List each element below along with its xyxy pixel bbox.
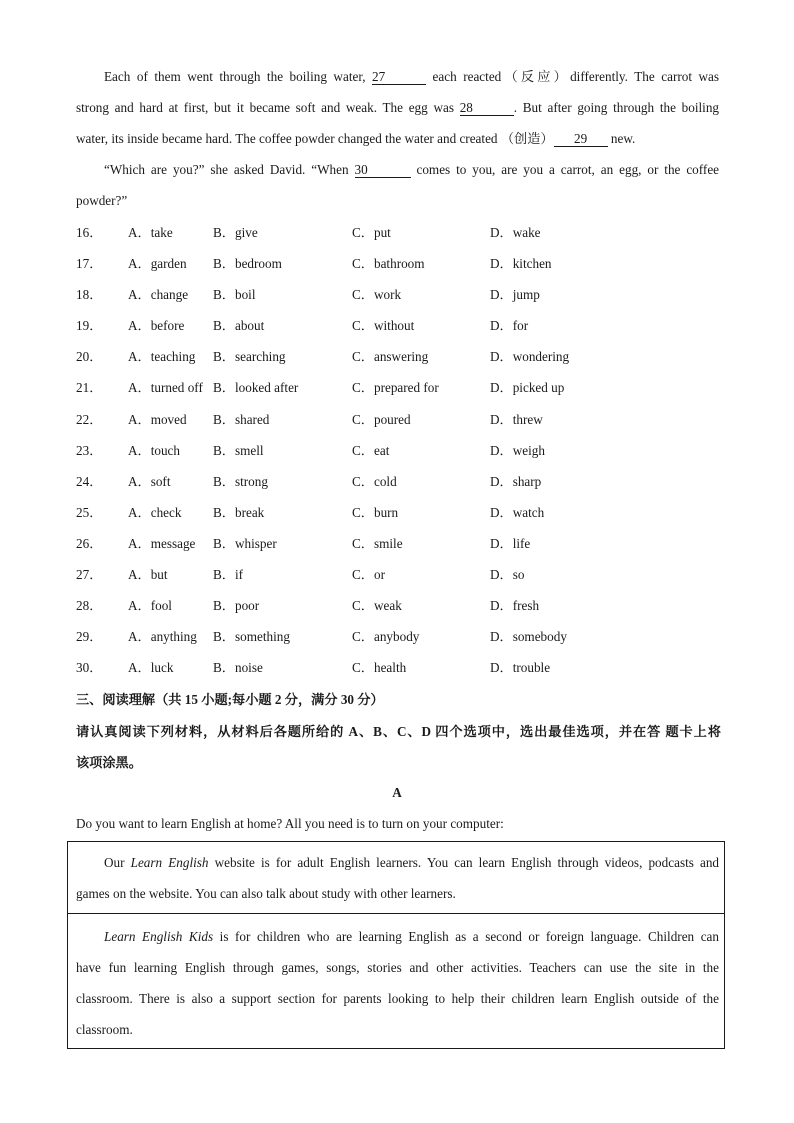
option-b: B．noise <box>213 660 263 676</box>
option-b: B．searching <box>213 349 286 365</box>
passage-intro: Do you want to learn English at home? All you need is to turn on your computer: <box>76 816 504 831</box>
option-c: C．work <box>352 287 402 303</box>
option-row <box>76 404 726 435</box>
option-a: A．moved <box>128 411 187 427</box>
option-d: D．watch <box>490 504 545 520</box>
instruction-line-1: 请认真阅读下列材料，从材料后各题所给的 A、B、C、D 四个选项中，选出最佳选项，并在答 题卡上将 <box>76 724 721 739</box>
question-number: 21． <box>76 380 103 396</box>
learn-english-kids-paragraph <box>76 921 719 1045</box>
question-number: 20． <box>76 349 103 365</box>
passage-line-2: strong and hard at first, but it became soft and weak. The egg was 28 . But after going through the boiling <box>76 100 720 115</box>
option-c: C．anybody <box>352 629 420 645</box>
box-divider <box>68 913 724 914</box>
option-row <box>76 621 726 652</box>
option-b: B．looked after <box>213 380 299 396</box>
option-d: D．trouble <box>490 660 551 676</box>
option-c: C．cold <box>352 473 397 489</box>
option-b: B．boil <box>213 287 256 303</box>
option-c: C．eat <box>352 442 390 458</box>
option-b: B．shared <box>213 411 270 427</box>
option-a: A．soft <box>128 473 171 489</box>
option-a: A．turned off <box>128 380 203 396</box>
blank-27: 27 <box>372 69 426 85</box>
blank-29: 29 <box>554 131 608 147</box>
option-d: D．for <box>490 318 529 334</box>
section-instruction <box>76 716 721 778</box>
option-row <box>76 497 726 528</box>
question-number: 16． <box>76 225 103 240</box>
option-d: D．wake <box>490 225 541 240</box>
website-info-box <box>67 841 725 1049</box>
option-row <box>76 559 726 590</box>
passage-line-3: water, its inside became hard. The coffee powder changed the water and created （创造） 29 new. <box>76 131 636 146</box>
option-d: D．weigh <box>490 442 545 458</box>
option-b: B．if <box>213 567 244 583</box>
option-b: B．break <box>213 504 265 520</box>
passage-line-4: “Which are you?” she asked David. “When 30 comes to you, are you a carrot, an egg, or the coffee <box>104 162 720 177</box>
question-number: 19． <box>76 318 103 334</box>
blank-30: 30 <box>355 162 411 178</box>
option-b: B．about <box>213 318 265 334</box>
option-b: B．something <box>213 629 290 645</box>
option-row <box>76 652 726 683</box>
option-d: D．sharp <box>490 473 542 489</box>
option-a: A．anything <box>128 629 197 645</box>
option-c: C．put <box>352 225 391 240</box>
blank-28: 28 <box>460 100 514 116</box>
instruction-line-2: 该项涂黑。 <box>76 755 142 770</box>
option-row <box>76 528 726 559</box>
question-number: 28． <box>76 598 103 614</box>
part-label: A <box>392 785 402 800</box>
question-number: 24． <box>76 473 103 489</box>
option-d: D．wondering <box>490 349 570 365</box>
option-a: A．luck <box>128 660 174 676</box>
option-a: A．check <box>128 504 182 520</box>
learn-english-kids-title: Learn English Kids <box>104 929 214 944</box>
option-a: A．teaching <box>128 349 196 365</box>
question-number: 26． <box>76 535 103 551</box>
passage-line-5: powder?” <box>76 193 128 208</box>
learn-english-title: Learn English <box>130 855 209 870</box>
option-b: B．bedroom <box>213 256 282 272</box>
option-d: D．so <box>490 567 525 583</box>
option-row <box>76 590 726 621</box>
option-c: C．health <box>352 660 407 676</box>
option-a: A．message <box>128 535 196 551</box>
option-d: D．fresh <box>490 598 540 614</box>
option-row <box>76 279 726 310</box>
option-b: B．poor <box>213 598 260 614</box>
option-d: D．threw <box>490 411 543 427</box>
question-number: 30． <box>76 660 103 676</box>
option-c: C．burn <box>352 504 399 520</box>
option-d: D．life <box>490 535 531 551</box>
cloze-passage <box>76 61 719 216</box>
option-a: A．garden <box>128 256 187 272</box>
question-number: 27． <box>76 567 103 583</box>
option-row <box>76 248 726 279</box>
option-c: C．prepared for <box>352 380 439 396</box>
option-c: C．or <box>352 567 385 583</box>
option-c: C．without <box>352 318 415 334</box>
question-number: 17． <box>76 256 103 272</box>
option-row <box>76 372 726 403</box>
option-row <box>76 310 726 341</box>
option-row <box>76 341 726 372</box>
option-b: B．strong <box>213 473 268 489</box>
option-c: C．smile <box>352 535 403 551</box>
option-b: B．smell <box>213 442 264 458</box>
question-number: 18． <box>76 287 103 303</box>
box-p2-line-2: have fun learning English through games, songs, stories and other activities. Teachers can use the site in the <box>76 960 719 975</box>
option-c: C．poured <box>352 411 411 427</box>
question-number: 29． <box>76 629 103 645</box>
option-c: C．answering <box>352 349 429 365</box>
option-d: D．picked up <box>490 380 565 396</box>
box-p1-line-2: games on the website. You can also talk about study with other learners. <box>76 886 456 901</box>
option-row <box>76 217 726 248</box>
option-d: D．kitchen <box>490 256 552 272</box>
option-a: A．but <box>128 567 168 583</box>
option-b: B．give <box>213 225 258 240</box>
box-p2-line-4: classroom. <box>76 1022 133 1037</box>
option-c: C．weak <box>352 598 402 614</box>
learn-english-paragraph <box>76 847 719 909</box>
option-d: D．somebody <box>490 629 567 645</box>
box-p1-line-1: Our Learn English website is for adult English learners. You can learn English through videos, podcasts and <box>104 855 720 870</box>
question-number: 22． <box>76 411 103 427</box>
box-p2-line-1: Learn English Kids is for children who are learning English as a second or foreign language. Children can <box>104 929 719 944</box>
option-d: D．jump <box>490 287 540 303</box>
option-list <box>76 217 726 683</box>
option-a: A．take <box>128 225 173 240</box>
passage-line-1: Each of them went through the boiling water, 27 each reacted（反应）differently. The carrot was <box>104 69 720 84</box>
option-b: B．whisper <box>213 535 277 551</box>
option-row <box>76 466 726 497</box>
question-number: 25． <box>76 504 103 520</box>
question-number: 23． <box>76 442 103 458</box>
section-heading: 三、阅读理解（共 15 小题;每小题 2 分，满分 30 分） <box>76 692 384 707</box>
option-c: C．bathroom <box>352 256 425 272</box>
option-a: A．fool <box>128 598 172 614</box>
option-a: A．before <box>128 318 185 334</box>
option-a: A．touch <box>128 442 181 458</box>
option-row <box>76 435 726 466</box>
option-a: A．change <box>128 287 189 303</box>
box-p2-line-3: classroom. There is also a support section for parents looking to help their children learn English outside of the <box>76 991 719 1006</box>
